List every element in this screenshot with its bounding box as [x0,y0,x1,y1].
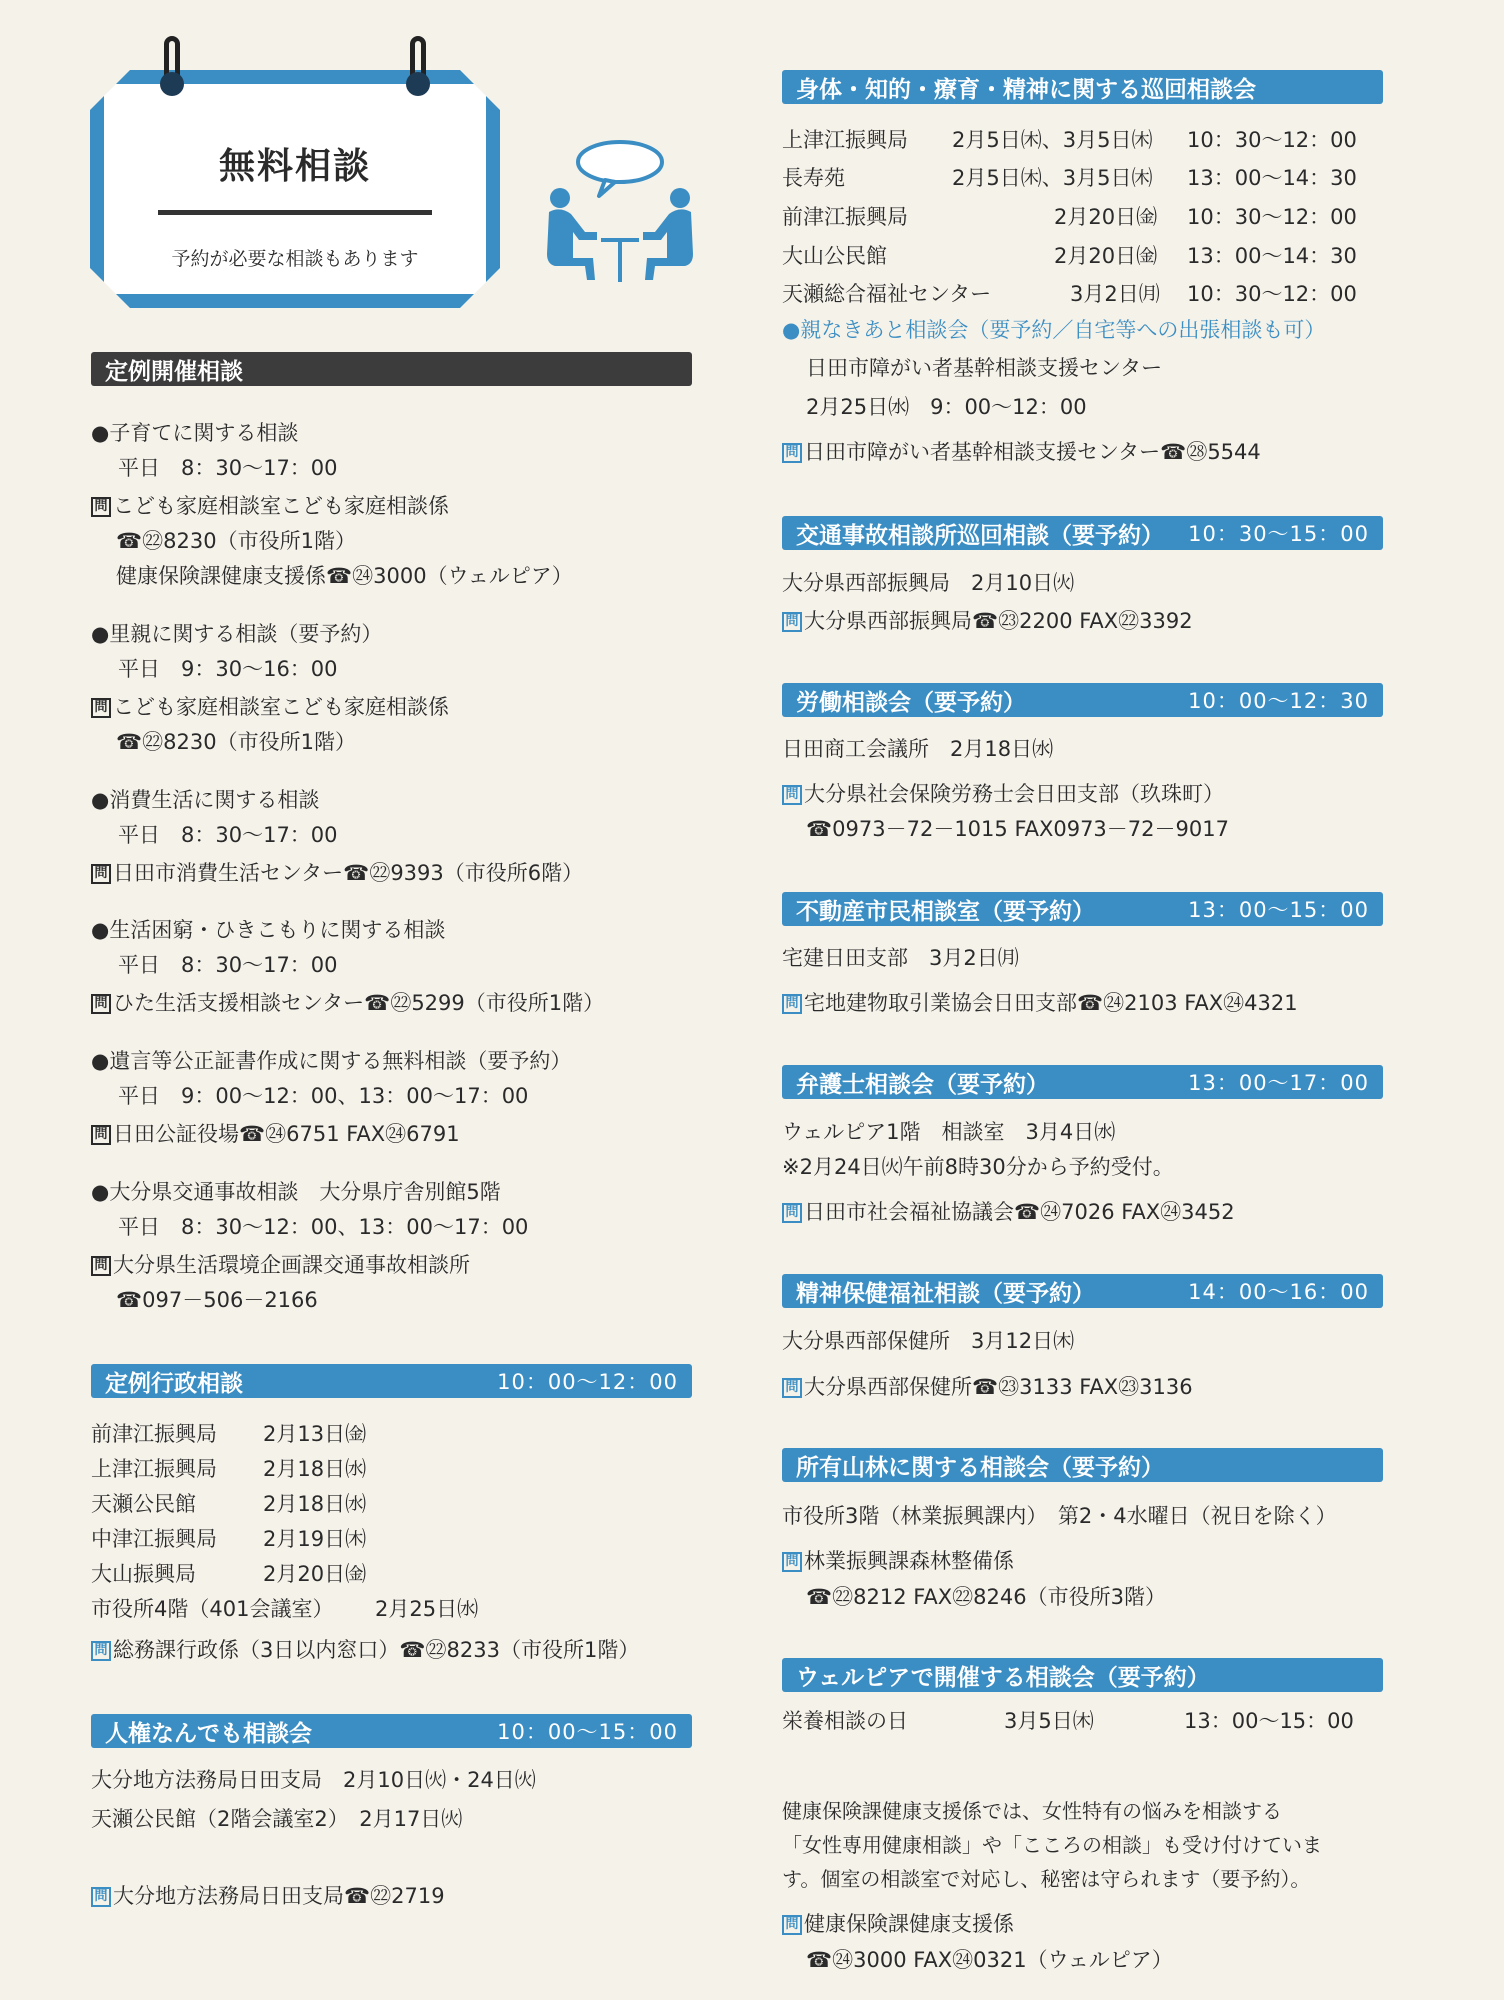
list-item: 日田商工会議所 2月18日㈬ [782,737,1054,761]
list-item: 宅建日田支部 3月2日㈪ [782,946,1019,970]
consult-phone: ☎0973－72－1015 FAX0973－72－9017 [806,817,1229,841]
toi-icon: 問 [91,698,111,718]
section-header-regular: 定例開催相談 [91,352,692,386]
consult-contact: 問 日田市障がい者基幹相談支援センター☎㉘5544 [782,440,1261,465]
consult-contact: 問 大分県社会保険労務士会日田支部（玖珠町） [782,782,1224,807]
toi-icon: 問 [91,1256,111,1276]
list-item: 大分県西部保健所 3月12日㈭ [782,1329,1075,1353]
list-item: 市役所3階（林業振興課内） 第2・4水曜日（祝日を除く） [782,1504,1337,1528]
toi-icon: 問 [91,1641,111,1661]
consult-phone: ☎㉔3000 FAX㉔0321（ウェルピア） [806,1948,1173,1972]
section-header-labor: 労働相談会（要予約） 10：00〜12：30 [782,683,1383,717]
consult-phone: 健康保険課健康支援係☎㉔3000（ウェルピア） [116,564,573,588]
consult-time: 平日 8：30〜17：00 [118,823,338,847]
consult-title: ●子育てに関する相談 [91,421,299,445]
consult-contact: 問 林業振興課森林整備係 [782,1549,1014,1574]
consult-contact: 問 大分県生活環境企画課交通事故相談所 [91,1253,470,1278]
section-header-traffic: 交通事故相談所巡回相談（要予約） 10：30〜15：00 [782,516,1383,550]
consult-contact: 問 宅地建物取引業協会日田支部☎㉔2103 FAX㉔4321 [782,991,1298,1016]
consult-phone: ☎㉒8230（市役所1階） [116,730,356,754]
list-item: 中津江振興局 2月19日㈭ [91,1527,367,1551]
toi-icon: 問 [782,994,802,1014]
list-item: 市役所4階（401会議室） 2月25日㈬ [91,1597,479,1621]
consult-title: ●遺言等公正証書作成に関する無料相談（要予約） [91,1049,572,1073]
ring-right-icon [404,36,432,96]
consultation-people-icon [535,140,705,290]
toi-icon: 問 [782,785,802,805]
hero-divider [158,210,432,215]
consult-title: ●生活困窮・ひきこもりに関する相談 [91,918,446,942]
list-item: 上津江振興局 2月5日㈭、3月5日㈭ 10：30〜12：00 [782,128,1357,152]
list-item: 天瀬総合福祉センター 3月2日㈪ 10：30〜12：00 [782,282,1357,306]
section-header-lawyer: 弁護士相談会（要予約） 13：00〜17：00 [782,1065,1383,1099]
list-item: 大分地方法務局日田支局 2月10日㈫・24日㈫ [91,1768,536,1792]
consult-time: 平日 9：00〜12：00、13：00〜17：00 [118,1084,529,1108]
consult-contact: 問 日田市社会福祉協議会☎㉔7026 FAX㉔3452 [782,1200,1235,1225]
hero-card [90,70,500,308]
toi-icon: 問 [91,864,111,884]
toi-icon: 問 [782,1203,802,1223]
list-item: 天瀬公民館（2階会議室2） 2月17日㈫ [91,1807,463,1831]
consult-contact: 問 健康保険課健康支援係 [782,1912,1014,1937]
consult-time: 平日 9：30〜16：00 [118,657,338,681]
list-item: 大山振興局 2月20日㈮ [91,1562,367,1586]
hero-title: 無料相談 [218,146,371,187]
consult-time: 平日 8：30〜12：00、13：00〜17：00 [118,1215,529,1239]
consult-contact: 問 こども家庭相談室こども家庭相談係 [91,494,449,519]
consult-time: 平日 8：30〜17：00 [118,953,338,977]
list-item: 大山公民館 2月20日㈮ 13：00〜14：30 [782,244,1357,268]
consult-contact: 問 大分県西部保健所☎㉓3133 FAX㉓3136 [782,1375,1193,1400]
consult-contact: 問 大分県西部振興局☎㉓2200 FAX㉒3392 [782,609,1193,634]
consult-contact: 問 総務課行政係（3日以内窓口）☎㉒8233（市役所1階） [91,1638,639,1663]
ring-left-icon [158,36,186,96]
section-header-human-rights: 人権なんでも相談会 10：00〜15：00 [91,1714,692,1748]
toi-icon: 問 [782,1552,802,1572]
consult-contact: 問 こども家庭相談室こども家庭相談係 [91,695,449,720]
toi-icon: 問 [91,1887,111,1907]
toi-icon: 問 [91,497,111,517]
note: ※2月24日㈫午前8時30分から予約受付。 [782,1155,1174,1179]
section-header-admin: 定例行政相談 10：00〜12：00 [91,1364,692,1398]
section-header-welpia: ウェルピアで開催する相談会（要予約） [782,1658,1383,1692]
consult-time: 平日 8：30〜17：00 [118,456,338,480]
paragraph-line: 健康保険課健康支援係では、女性特有の悩みを相談する [782,1799,1282,1823]
toi-icon: 問 [782,612,802,632]
list-item: ウェルピア1階 相談室 3月4日㈬ [782,1120,1116,1144]
consult-phone: ☎㉒8230（市役所1階） [116,529,356,553]
toi-icon: 問 [782,443,802,463]
section-header-realestate: 不動産市民相談室（要予約） 13：00〜15：00 [782,892,1383,926]
consult-title: ●里親に関する相談（要予約） [91,622,383,646]
consult-title: ●大分県交通事故相談 大分県庁舎別館5階 [91,1180,501,1204]
consult-contact: 問 大分地方法務局日田支局☎㉒2719 [91,1884,445,1909]
consult-place: 日田市障がい者基幹相談支援センター [806,356,1163,380]
consult-contact: 問 日田市消費生活センター☎㉒9393（市役所6階） [91,861,583,886]
consult-phone: ☎097－506－2166 [116,1288,318,1312]
list-item: 大分県西部振興局 2月10日㈫ [782,571,1075,595]
consult-time: 2月25日㈬ 9：00〜12：00 [806,395,1087,419]
paragraph-line: 「女性専用健康相談」や「こころの相談」も受け付けていま [782,1833,1322,1857]
hero-subtitle: 予約が必要な相談もあります [171,248,419,270]
consult-title: ●親なきあと相談会（要予約／自宅等への出張相談も可） [782,318,1326,342]
list-item: 上津江振興局 2月18日㈬ [91,1457,367,1481]
paragraph-line: す。個室の相談室で対応し、秘密は守られます（要予約）。 [782,1867,1311,1891]
consult-phone: ☎㉒8212 FAX㉒8246（市役所3階） [806,1585,1166,1609]
list-item: 天瀬公民館 2月18日㈬ [91,1492,367,1516]
section-header-mental: 精神保健福祉相談（要予約） 14：00〜16：00 [782,1274,1383,1308]
consult-title: ●消費生活に関する相談 [91,788,320,812]
toi-icon: 問 [91,994,111,1014]
toi-icon: 問 [782,1915,802,1935]
consult-contact: 問 ひた生活支援相談センター☎㉒5299（市役所1階） [91,991,604,1016]
section-header-tour: 身体・知的・療育・精神に関する巡回相談会 [782,70,1383,104]
toi-icon: 問 [91,1125,111,1145]
section-header-forest: 所有山林に関する相談会（要予約） [782,1448,1383,1482]
list-item: 栄養相談の日 3月5日㈭ 13：00〜15：00 [782,1709,1354,1733]
toi-icon: 問 [782,1378,802,1398]
list-item: 前津江振興局 2月20日㈮ 10：30〜12：00 [782,205,1357,229]
list-item: 前津江振興局 2月13日㈮ [91,1422,367,1446]
list-item: 長寿苑 2月5日㈭、3月5日㈭ 13：00〜14：30 [782,166,1357,190]
consult-contact: 問 日田公証役場☎㉔6751 FAX㉔6791 [91,1122,460,1147]
